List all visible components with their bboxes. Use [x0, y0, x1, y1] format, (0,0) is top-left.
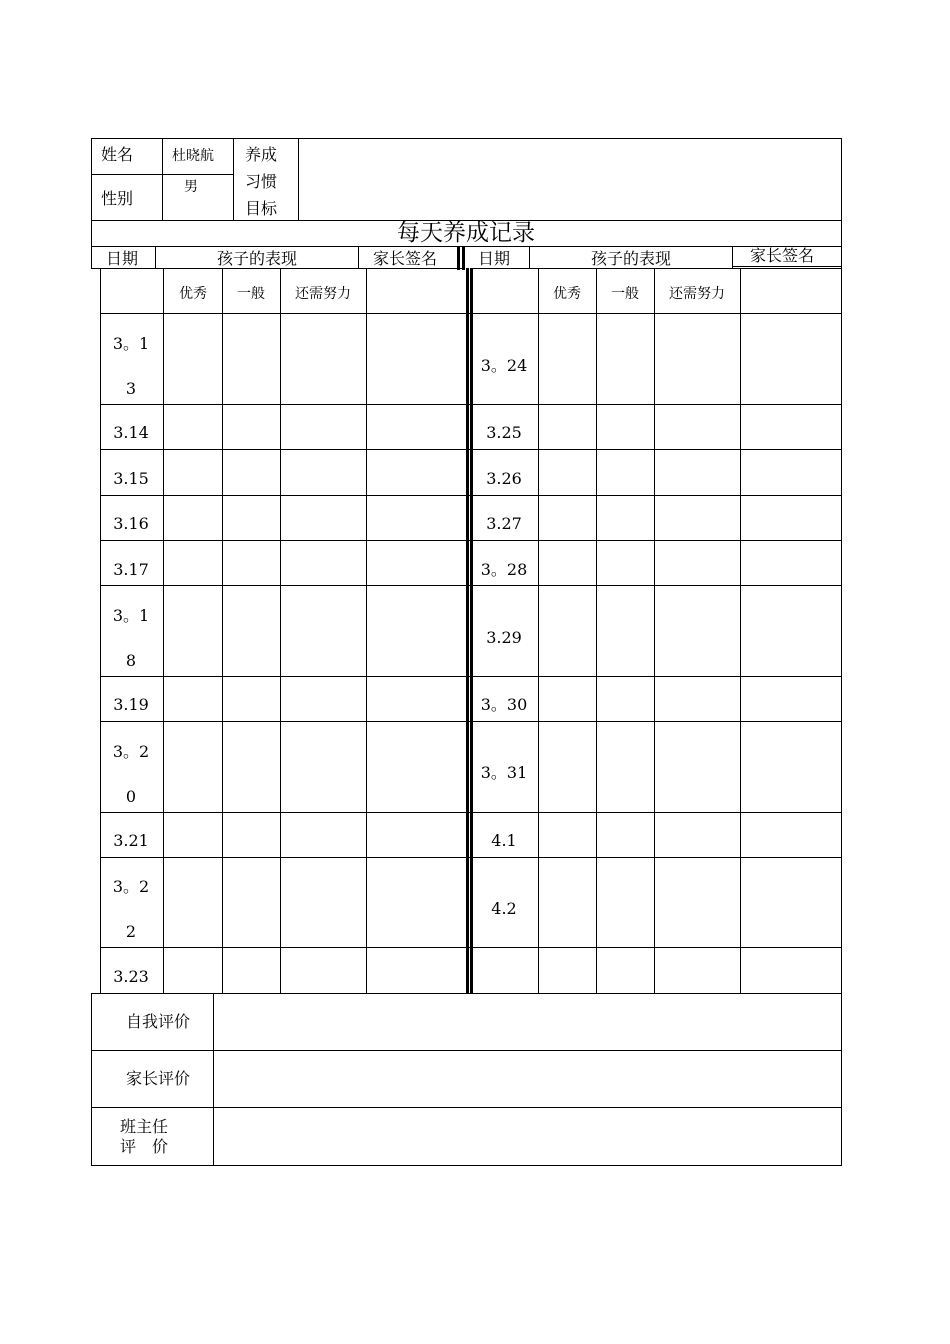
self-evaluation-label: 自我评价 [125, 1012, 191, 1031]
date-cell-left: 3.14 [113, 423, 149, 442]
date-cell-right: 3。31 [480, 763, 528, 782]
date-cell-right: 4.1 [491, 831, 517, 850]
goal-label-line1: 养成 [245, 145, 278, 164]
col-parent-sign-right: 家长签名 [750, 246, 815, 265]
goal-label-line3: 目标 [245, 199, 278, 218]
date-cell-left: 3。1 3 [112, 334, 150, 398]
col-parent-sign-left: 家长签名 [373, 249, 438, 268]
date-cell-left: 3.23 [113, 967, 149, 986]
date-cell-left: 3.16 [113, 514, 149, 533]
col-date-right: 日期 [478, 249, 511, 268]
date-cell-right: 3.25 [486, 423, 522, 442]
gender-label: 性别 [101, 189, 134, 208]
teacher-evaluation-label-line1: 班主任 [120, 1117, 169, 1136]
date-cell-right: 3.27 [486, 514, 522, 533]
col-needs-effort-right: 还需努力 [669, 286, 725, 302]
col-performance-left: 孩子的表现 [216, 249, 298, 268]
col-needs-effort-left: 还需努力 [295, 286, 351, 302]
date-cell-right: 4.2 [491, 899, 517, 918]
date-cell-left: 3.15 [113, 469, 149, 488]
teacher-evaluation-label-line2: 评 价 [120, 1137, 169, 1156]
page-title: 每天养成记录 [397, 220, 535, 246]
date-cell-right: 3.29 [486, 628, 522, 647]
goal-label-line2: 习惯 [245, 172, 278, 191]
name-value: 杜晓航 [172, 148, 214, 164]
col-average-right: 一般 [611, 286, 639, 302]
col-date-left: 日期 [106, 249, 139, 268]
col-excellent-right: 优秀 [553, 286, 581, 302]
col-excellent-left: 优秀 [179, 286, 207, 302]
parent-evaluation-label: 家长评价 [125, 1069, 191, 1088]
date-cell-left: 3。1 8 [112, 606, 150, 670]
date-cell-right: 3。30 [480, 695, 528, 714]
gender-value: 男 [184, 179, 198, 195]
date-cell-left: 3.21 [113, 831, 149, 850]
col-average-left: 一般 [237, 286, 265, 302]
name-label: 姓名 [101, 145, 134, 164]
date-cell-right: 3.26 [486, 469, 522, 488]
date-cell-right: 3。24 [480, 356, 528, 375]
date-cell-left: 3。2 0 [112, 742, 150, 806]
date-cell-right: 3。28 [480, 560, 528, 579]
col-performance-right: 孩子的表现 [590, 249, 672, 268]
date-cell-left: 3.19 [113, 695, 149, 714]
date-cell-left: 3.17 [113, 560, 149, 579]
date-cell-left: 3。2 2 [112, 877, 150, 941]
